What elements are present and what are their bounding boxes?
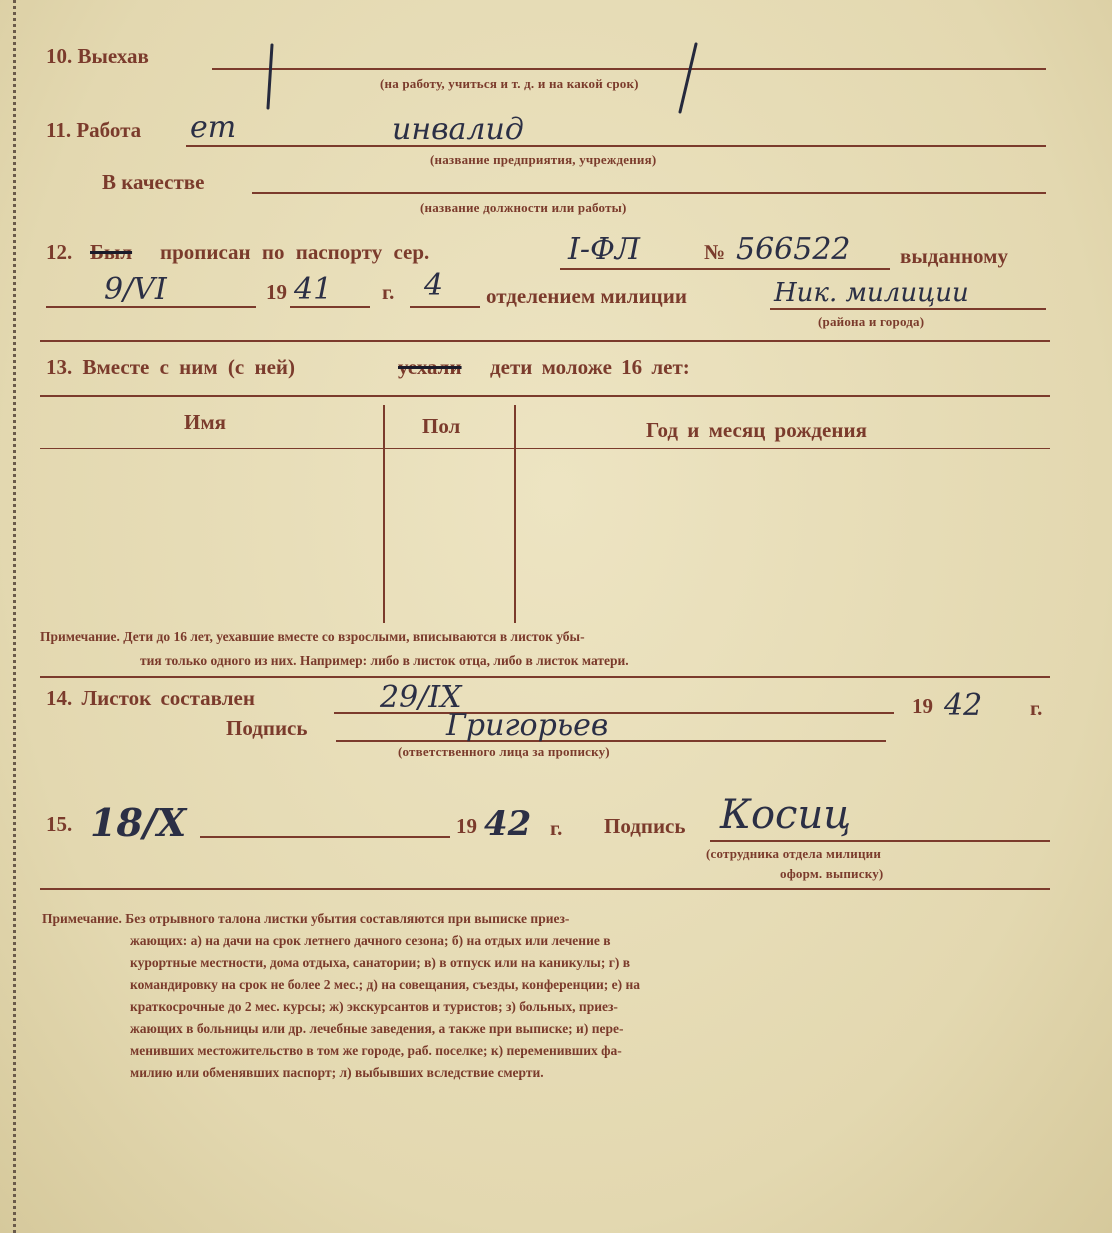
field-15-caption-2: оформ. выписку) xyxy=(780,866,884,881)
field-15-sign-label: Подпись xyxy=(604,814,686,838)
passport-number: 566522 xyxy=(736,232,851,267)
police-city-caption: (района и города) xyxy=(818,314,925,329)
police-department-number: 4 xyxy=(424,268,444,303)
passport-series: I-ФЛ xyxy=(568,232,640,267)
perforation-edge xyxy=(13,0,16,1233)
field-14-label: 14. Листок составлен xyxy=(46,686,255,710)
children-col-sex: Пол xyxy=(422,414,461,438)
field-11-position-caption: (название должности или работы) xyxy=(420,200,627,215)
field-15-label: 15. xyxy=(46,812,73,836)
field-11-value: инвалид xyxy=(392,112,524,147)
sheet-date: 29/IX xyxy=(380,680,462,715)
note-2 xyxy=(42,908,640,1084)
field-11-label-handwritten: ет xyxy=(190,110,237,145)
passport-number-label: № xyxy=(704,240,726,264)
field-15-caption-1: (сотрудника отдела милиции xyxy=(706,846,882,861)
sheet-year-prefix: 19 xyxy=(912,694,933,718)
issue-date: 9/VI xyxy=(104,272,167,307)
field-14-signature: Григорьев xyxy=(446,708,609,743)
note-2-line: Примечание. Без отрывного талона листки убытия составляются при выписке приез- xyxy=(42,911,570,926)
note-2-line: менивших местожительство в том же городе, раб. поселке; к) переменивших фа- xyxy=(130,1043,622,1058)
issue-year-line xyxy=(290,306,370,308)
police-city-line xyxy=(770,308,1046,310)
field-15-signature: Косиц xyxy=(720,792,852,838)
discharge-year: 42 xyxy=(484,804,532,844)
field-11-caption: (название предприятия, учреждения) xyxy=(430,152,657,167)
issue-year-suffix: г. xyxy=(382,280,395,304)
field-15-sign-line xyxy=(710,840,1050,842)
field-13-label: 13. Вместе с ним (с ней) xyxy=(46,355,295,379)
passport-line xyxy=(560,268,890,270)
field-11-position-line xyxy=(252,192,1046,194)
note-1-underline xyxy=(40,676,1050,678)
discharge-date-line xyxy=(200,836,450,838)
field-11-label: 11. Работа xyxy=(46,118,142,142)
children-col-birth: Год и месяц рождения xyxy=(646,418,867,442)
note-2-line: жающих в больницы или др. лечебные заведения, а также при выписке; и) пере- xyxy=(130,1021,624,1036)
police-city: Ник. милиции xyxy=(774,278,969,308)
field-15-separator xyxy=(40,888,1050,890)
police-department-label: отделением милиции xyxy=(486,284,687,308)
note-1-line-1: Примечание. Дети до 16 лет, уехавшие вместе со взрослыми, вписываются в листок убы- xyxy=(40,629,585,644)
note-1-line-2: тия только одного из них. Например: либо в листок отца, либо в листок матери. xyxy=(140,653,629,668)
field-11-line xyxy=(186,145,1046,147)
note-2-line: командировку на срок не более 2 мес.; д) на совещания, съезды, конференции; е) на xyxy=(130,977,641,992)
field-11-position-label: В качестве xyxy=(102,170,205,194)
field-14-sign-label: Подпись xyxy=(226,716,308,740)
field-12-number: 12. xyxy=(46,240,73,264)
discharge-year-prefix: 19 xyxy=(456,814,477,838)
field-10-dash-marks xyxy=(250,40,710,120)
field-13-struck-word: уехали xyxy=(398,355,462,379)
field-14-sign-line xyxy=(336,740,886,742)
separator-line xyxy=(40,340,1050,342)
sheet-date-line xyxy=(334,712,894,714)
field-10-caption: (на работу, учиться и т. д. и на какой срок) xyxy=(380,76,639,91)
sheet-year-suffix: г. xyxy=(1030,696,1043,720)
note-2-line: жающих: а) на дачи на срок летнего дачного сезона; б) на отдых или лечение в xyxy=(130,933,611,948)
note-2-line: милию или обменявших паспорт; л) выбывших вследствие смерти. xyxy=(130,1065,544,1080)
note-2-line: краткосрочные до 2 мес. курсы; ж) экскурсантов и туристов; з) больных, приез- xyxy=(130,999,618,1014)
children-table-header-line xyxy=(40,448,1050,449)
children-table-divider-1 xyxy=(383,405,385,623)
note-2-line: курортные местности, дома отдыха, санатории; в) в отпуск или на каникулы; г) в xyxy=(130,955,630,970)
issue-year-prefix: 19 xyxy=(266,280,287,304)
police-department-line xyxy=(410,306,480,308)
issue-year: 41 xyxy=(294,272,333,307)
sheet-year: 42 xyxy=(944,688,983,723)
field-10-label: 10. Выехав xyxy=(46,44,149,68)
issued-label: выданному xyxy=(900,244,1008,268)
field-12-struck-word: Был xyxy=(90,240,133,264)
issue-date-line xyxy=(46,306,256,308)
discharge-year-suffix: г. xyxy=(550,816,563,840)
children-table-top xyxy=(40,395,1050,397)
field-14-caption: (ответственного лица за прописку) xyxy=(398,744,610,759)
discharge-date: 18/X xyxy=(90,800,187,845)
children-col-name: Имя xyxy=(184,410,226,434)
field-13-label-end: дети моложе 16 лет: xyxy=(490,355,690,379)
children-table-divider-2 xyxy=(514,405,516,623)
field-12-label: прописан по паспорту сер. xyxy=(160,240,430,264)
